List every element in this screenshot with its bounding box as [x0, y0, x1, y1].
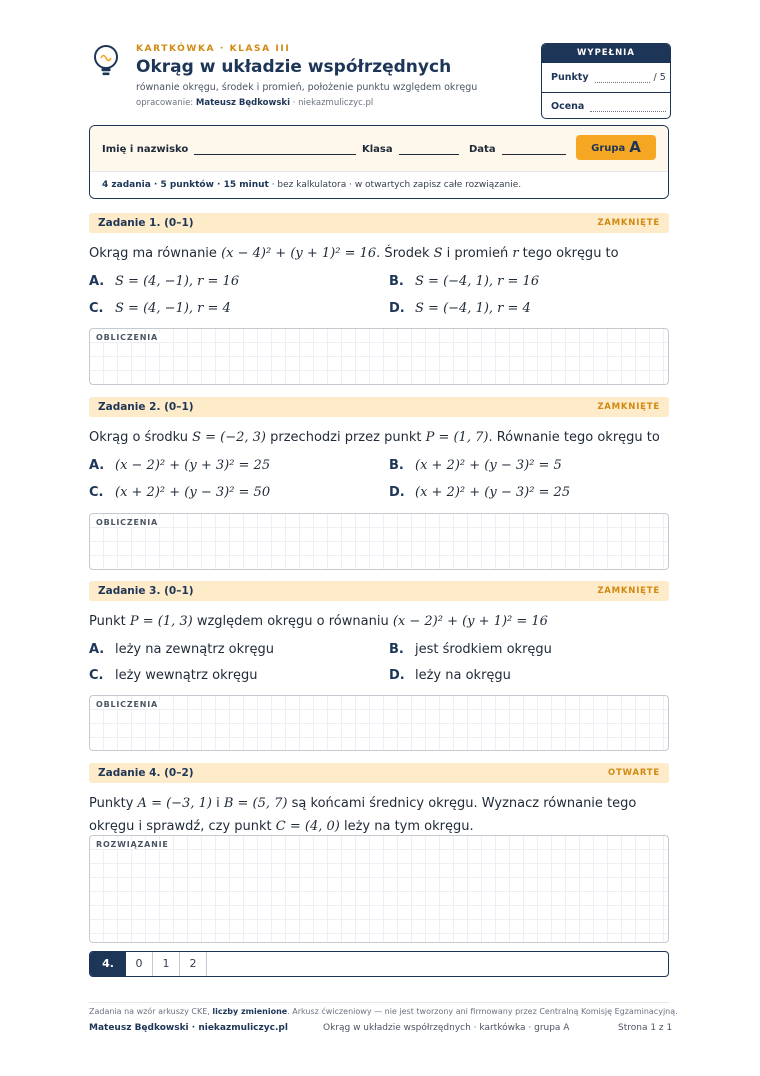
task-2-option-b[interactable]: B. (x + 2)² + (y − 3)² = 5 [389, 458, 562, 473]
group-value: A [629, 138, 641, 156]
task-1-question: Okrąg ma równanie (x − 4)² + (y + 1)² = 16. Środek S i promień r tego okręgu to [89, 246, 619, 261]
group-label: Grupa [591, 143, 626, 154]
name-label: Imię i nazwisko [102, 144, 189, 155]
task-1-bar [89, 213, 669, 233]
date-label: Data [469, 144, 496, 155]
task-2-option-d[interactable]: D. (x + 2)² + (y − 3)² = 25 [389, 485, 571, 500]
group-badge [576, 135, 656, 160]
task-4-question: Punkty A = (−3, 1) i B = (5, 7) są końcami średnicy okręgu. Wyznacz równanie tego okręgu i sprawdź, czy punkt C = (4, 0) leży na tym okręgu. [89, 796, 637, 834]
kicker: KARTKÓWKA · KLASA III [136, 44, 291, 54]
task-4-score-row [89, 951, 669, 977]
task-kind: ZAMKNIĘTE [597, 402, 660, 412]
author-site: · niekazmuliczyc.pl [292, 98, 374, 108]
test-meta [102, 180, 521, 190]
work-area-label: OBLICZENIA [96, 518, 158, 527]
student-card [89, 125, 669, 199]
task-3-bar [89, 581, 669, 601]
author-line [136, 98, 373, 108]
task-1-option-b[interactable]: B. S = (−4, 1), r = 16 [389, 274, 540, 289]
points-field[interactable] [595, 73, 650, 83]
score-task-number: 4. [90, 952, 126, 976]
task-2-option-c[interactable]: C. (x + 2)² + (y − 3)² = 50 [89, 485, 271, 500]
task-title: Zadanie 3. (0–1) [98, 585, 194, 597]
footer-divider [89, 1002, 669, 1003]
task-kind: ZAMKNIĘTE [597, 586, 660, 596]
task-2-work-area[interactable] [89, 513, 669, 570]
teacher-box-title: WYPEŁNIA NAUCZYCIEL [542, 44, 670, 63]
task-3-option-c[interactable]: C. leży wewnątrz okręgu [89, 668, 258, 683]
grade-field[interactable] [590, 102, 666, 112]
score-cell-1[interactable]: 1 [153, 952, 180, 976]
points-row [551, 72, 666, 83]
task-3-work-area[interactable] [89, 695, 669, 751]
author-name: Mateusz Będkowski [195, 98, 291, 108]
grade-row [551, 101, 666, 112]
teacher-box [541, 43, 671, 119]
task-3-option-a[interactable]: A. leży na zewnątrz okręgu [89, 642, 274, 657]
footer-brand: Mateusz Będkowski · niekazmuliczyc.pl [89, 1023, 288, 1033]
task-kind: ZAMKNIĘTE [597, 218, 660, 228]
class-label: Klasa [362, 144, 393, 155]
points-max: / 5 [653, 72, 666, 83]
task-4-bar [89, 763, 669, 783]
grade-label: Ocena [551, 101, 585, 112]
task-title: Zadanie 1. (0–1) [98, 217, 194, 229]
footer-note: Zadania na wzór arkuszy CKE, liczby zmienione. Arkusz ćwiczeniowy — nie jest tworzony ani firmowany przez Centralną Komisję Egzaminacyjną. [89, 1007, 678, 1016]
task-3-option-b[interactable]: B. jest środkiem okręgu [389, 642, 552, 657]
author-prefix: opracowanie: [136, 98, 194, 108]
lightbulb-icon [92, 44, 120, 78]
date-field[interactable] [469, 144, 566, 155]
score-cell-0[interactable]: 0 [126, 952, 153, 976]
task-title: Zadanie 2. (0–1) [98, 401, 194, 413]
work-area-label: OBLICZENIA [96, 700, 158, 709]
answer-area-label: ROZWIĄZANIE [96, 840, 169, 849]
task-1-option-c[interactable]: C. S = (4, −1), r = 4 [89, 301, 231, 316]
footer-page-number: Strona 1 z 1 [618, 1023, 673, 1033]
task-3-option-d[interactable]: D. leży na okręgu [389, 668, 511, 683]
task-1-option-a[interactable]: A. S = (4, −1), r = 16 [89, 274, 240, 289]
task-1-option-d[interactable]: D. S = (−4, 1), r = 4 [389, 301, 531, 316]
task-2-bar [89, 397, 669, 417]
name-field[interactable] [102, 144, 356, 155]
task-title: Zadanie 4. (0–2) [98, 767, 194, 779]
task-2-option-a[interactable]: A. (x − 2)² + (y + 3)² = 25 [89, 458, 271, 473]
points-label: Punkty [551, 72, 589, 83]
score-cell-2[interactable]: 2 [180, 952, 207, 976]
class-field[interactable] [362, 144, 459, 155]
task-1-work-area[interactable] [89, 328, 669, 385]
task-4-answer-area[interactable] [89, 835, 669, 943]
meta-bold: 4 zadania · 5 punktów · 15 minut [102, 180, 269, 190]
task-3-question: Punkt P = (1, 3) względem okręgu o równaniu (x − 2)² + (y + 1)² = 16 [89, 614, 548, 629]
subtitle: równanie okręgu, środek i promień, położenie punktu względem okręgu [136, 82, 478, 93]
meta-rest: · bez kalkulatora · w otwartych zapisz całe rozwiązanie. [268, 180, 522, 190]
work-area-label: OBLICZENIA [96, 333, 158, 342]
page-title: Okrąg w układzie współrzędnych [136, 57, 452, 77]
task-kind: OTWARTE [608, 768, 660, 778]
footer-center: Okrąg w układzie współrzędnych · kartkówka · grupa A [323, 1023, 570, 1033]
task-2-question: Okrąg o środku S = (−2, 3) przechodzi przez punkt P = (1, 7). Równanie tego okręgu to [89, 430, 660, 445]
